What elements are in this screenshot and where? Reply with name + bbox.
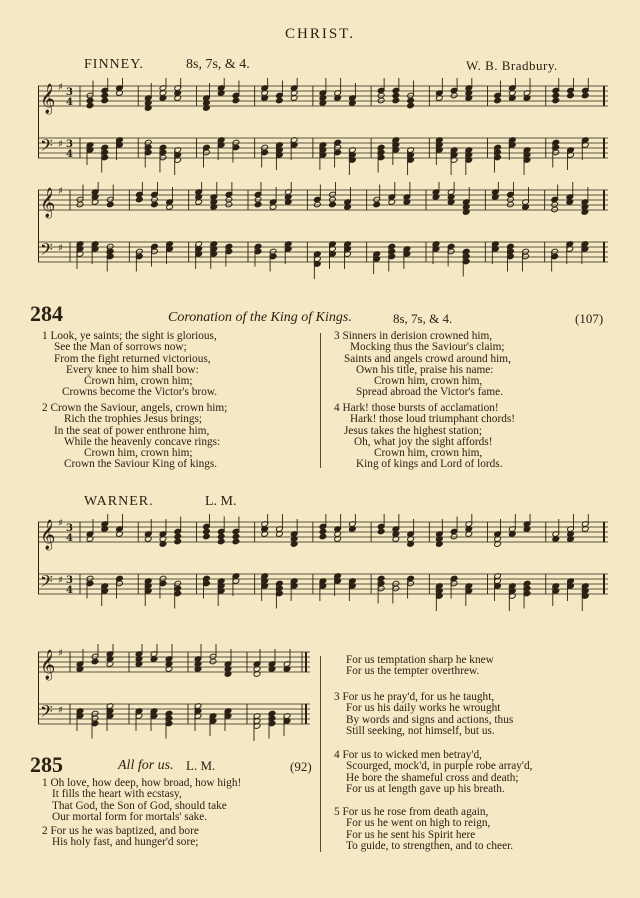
svg-text:𝄢: 𝄢: [40, 135, 53, 159]
svg-text:♯: ♯: [58, 139, 63, 150]
svg-text:♯: ♯: [58, 243, 63, 254]
svg-text:♯: ♯: [58, 575, 63, 586]
svg-text:𝄢: 𝄢: [40, 571, 53, 595]
svg-text:4: 4: [66, 97, 73, 108]
verse-line: He bore the shameful cross and death;: [346, 771, 519, 784]
music-system-warner-2: [38, 644, 312, 752]
verse-line: For us the tempter overthrew.: [346, 665, 480, 678]
verse-line: Still seeking, not himself, but us.: [346, 724, 495, 737]
verse-line: Crown him, crown him,: [374, 447, 483, 460]
verse-line: By words and signs and actions, thus: [346, 713, 514, 726]
svg-text:4: 4: [66, 533, 73, 544]
stanza: [334, 331, 511, 399]
verse-line: While the heavenly concave rings:: [64, 435, 221, 448]
svg-text:𝄞: 𝄞: [40, 520, 56, 550]
tune-composer: W. B. Bradbury.: [466, 58, 558, 73]
verse-line: Saints and angels crowd around him,: [344, 352, 511, 365]
verse-line: It fills the heart with ecstasy,: [52, 788, 182, 801]
stanza: [42, 778, 241, 823]
stanza: [334, 655, 494, 678]
verse-line: Crown the Saviour King of kings.: [64, 458, 218, 471]
verse-line: 3 For us he pray'd, for us he taught,: [334, 691, 495, 703]
verse-line: Hark! those loud triumphant chords!: [350, 413, 516, 426]
music-system-warner-1: [38, 514, 610, 622]
verse-line: Jesus takes the highest station;: [344, 424, 483, 437]
music-system-finney-2: [38, 182, 610, 290]
svg-text:𝄞: 𝄞: [40, 84, 56, 114]
svg-text:4: 4: [66, 585, 73, 596]
tune-meter: 8s, 7s, & 4.: [186, 57, 250, 72]
verse-line: 1 Look, ye saints; the sight is glorious,: [42, 330, 217, 342]
stanza: [334, 807, 513, 852]
verse-line: Spread abroad the Victor's fame.: [356, 386, 504, 399]
verse-line: Every knee to him shall bow:: [66, 363, 199, 376]
svg-text:♯: ♯: [58, 705, 63, 716]
stanza: [42, 403, 227, 471]
verse-line: Mocking thus the Saviour's claim;: [350, 341, 505, 354]
verse-line: Crown him, crown him;: [84, 375, 193, 388]
stanza: [42, 826, 199, 849]
verse-line: Rich the trophies Jesus brings;: [64, 413, 203, 426]
tune-name: FINNEY.: [84, 57, 145, 72]
svg-text:𝄞: 𝄞: [40, 188, 56, 218]
stanza: [334, 750, 532, 795]
verse-line: His holy fast, and hunger'd sore;: [52, 836, 199, 849]
svg-text:♯: ♯: [58, 82, 63, 93]
verse-line: For us temptation sharp he knew: [346, 654, 494, 666]
verse-line: To guide, to strengthen, and to cheer.: [346, 839, 514, 852]
verse-line: 4 Hark! those bursts of acclamation!: [334, 402, 499, 414]
verse-line: Own his title, praise his name:: [356, 363, 494, 376]
verse-line: For us at length gave up his breath.: [346, 782, 505, 795]
stanza: [42, 331, 217, 399]
svg-text:3: 3: [66, 139, 73, 150]
svg-text:♯: ♯: [58, 186, 63, 197]
svg-text:3: 3: [66, 87, 73, 98]
hymn-title: Coronation of the King of Kings.: [168, 310, 352, 325]
page-header: CHRIST.: [285, 26, 355, 42]
stanza: [334, 403, 515, 471]
verse-line: See the Man of sorrows now;: [54, 341, 187, 354]
verse-line: Oh, what joy the sight affords!: [354, 435, 493, 448]
column-divider: [320, 333, 321, 468]
music-system-finney-1: [38, 78, 610, 186]
verse-line: Crown him, crown him;: [84, 447, 193, 460]
verse-line: Crowns become the Victor's brow.: [62, 386, 218, 399]
verse-line: 3 Sinners in derision crowned him,: [334, 330, 493, 342]
column-divider: [320, 656, 321, 852]
verse-line: King of kings and Lord of lords.: [356, 458, 503, 471]
verse-line: 2 For us he was baptized, and bore: [42, 825, 199, 837]
verse-line: Our mortal form for mortals' sake.: [52, 810, 208, 823]
hymn-number: 284: [30, 301, 63, 326]
svg-text:𝄢: 𝄢: [40, 701, 53, 725]
verse-line: For us he sent his Spirit here: [346, 828, 476, 841]
verse-line: Crown him, crown him,: [374, 375, 483, 388]
tune-meter: L. M.: [205, 494, 237, 509]
svg-text:3: 3: [66, 523, 73, 534]
hymn-reference: (107): [575, 311, 604, 326]
hymn-meter: L. M.: [186, 758, 216, 773]
verse-line: 5 For us he rose from death again,: [334, 806, 489, 818]
hymn-number: 285: [30, 752, 63, 777]
verse-line: From the fight returned victorious,: [54, 352, 211, 365]
verse-line: 1 Oh love, how deep, how broad, how high!: [42, 777, 242, 789]
svg-text:𝄢: 𝄢: [40, 239, 53, 263]
tune-name: WARNER.: [84, 494, 154, 509]
verse-line: Scourged, mock'd, in purple robe array'd,: [346, 760, 533, 773]
verse-line: That God, the Son of God, should take: [52, 799, 227, 812]
verse-line: 4 For us to wicked men betray'd,: [334, 749, 482, 761]
svg-text:3: 3: [66, 575, 73, 586]
svg-text:𝄞: 𝄞: [40, 650, 56, 680]
svg-text:♯: ♯: [58, 648, 63, 659]
svg-text:♯: ♯: [58, 518, 63, 529]
verse-line: In the seat of power enthrone him,: [54, 424, 210, 437]
hymn-title: All for us.: [118, 758, 174, 773]
svg-text:4: 4: [66, 149, 73, 160]
verse-line: For us his daily works he wrought: [346, 702, 501, 715]
hymn-meter: 8s, 7s, & 4.: [393, 311, 453, 326]
verse-line: 2 Crown the Saviour, angels, crown him;: [42, 402, 228, 414]
hymn-reference: (92): [290, 759, 312, 774]
stanza: [334, 692, 513, 737]
verse-line: For us he went on high to reign,: [346, 817, 491, 830]
